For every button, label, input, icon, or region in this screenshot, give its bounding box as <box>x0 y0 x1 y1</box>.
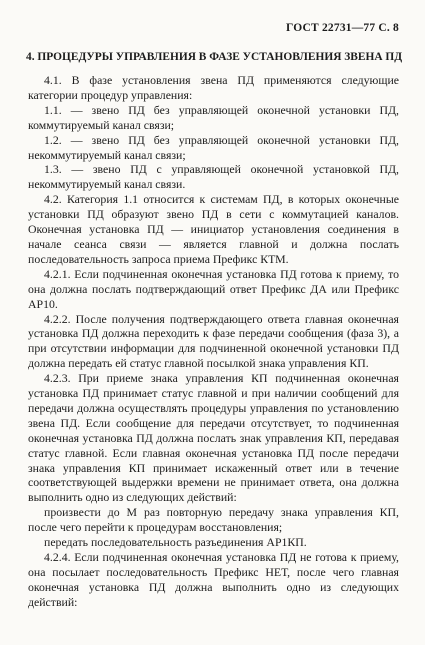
paragraph-repeat-action: произвести до М раз повторную передачу знака управления КП, после чего перейти к процедурам восстановления; <box>28 505 399 535</box>
paragraph-4-1: 4.1. В фазе установления звена ПД применяются следующие категории процедур управления: <box>28 73 399 102</box>
paragraph-4-2-4: 4.2.4. Если подчиненная оконечная установка ПД не готова к приему, она посылает последовательность Префикс НЕТ, после чего главная оконечная установка ПД должна выполнить одно из следующих действий: <box>28 550 399 609</box>
paragraph-1-2: 1.2. — звено ПД без управляющей оконечной установки ПД, некоммутируемый канал связи; <box>28 132 399 162</box>
paragraph-4-2-1: 4.2.1. Если подчиненная оконечная установка ПД готова к приему, то она должна послать подтверждающий ответ Префикс ДА или Префикс АР10. <box>28 266 399 311</box>
paragraph-1-1: 1.1. — звено ПД без управляющей оконечной установки ПД, коммутируемый канал связи; <box>28 102 399 132</box>
page-header: ГОСТ 22731—77 С. 8 <box>286 22 399 34</box>
paragraph-1-3: 1.3. — звено ПД с управляющей оконечной установкой ПД, некоммутируемый канал связи. <box>28 162 399 192</box>
paragraph-4-2-3: 4.2.3. При приеме знака управления КП подчиненная оконечная установка ПД принимает статус главной и при наличии сообщений для передачи должна осуществлять процедуры управления по установлению звена ПД. Если сообщение для передачи отсутствует, то подчиненная оконечная установка ПД должна послать знак управления КП, передавая статус главной. Если главная оконечная установка ПД после передачи знака управления КП принимает искаженный ответ или в течение соответствующей выдержки времени не принимает ответа, она должна выполнить одно из следующих действий: <box>28 371 399 505</box>
paragraph-disconnect-action: передать последовательность разъединения АР1КП. <box>44 535 307 550</box>
paragraph-4-2-2: 4.2.2. После получения подтверждающего ответа главная оконечная установка ПД должна переходить к фазе передачи сообщения (фаза 3), а при отсутствии информации для подчиненной оконечной установки ПД должна передать ей статус главной посылкой знака управления КП. <box>28 311 399 371</box>
section-title: 4. ПРОЦЕДУРЫ УПРАВЛЕНИЯ В ФАЗЕ УСТАНОВЛЕНИЯ ЗВЕНА ПД <box>26 51 403 63</box>
paragraph-4-2: 4.2. Категория 1.1 относится к системам ПД, в которых оконечные установки ПД образуют звено ПД в сети с коммутацией каналов. Оконечная установка ПД — инициатор установления соединения в начале сеанса связи — является главной и должна послать последовательность запроса приема Префикс КТМ. <box>28 192 399 266</box>
